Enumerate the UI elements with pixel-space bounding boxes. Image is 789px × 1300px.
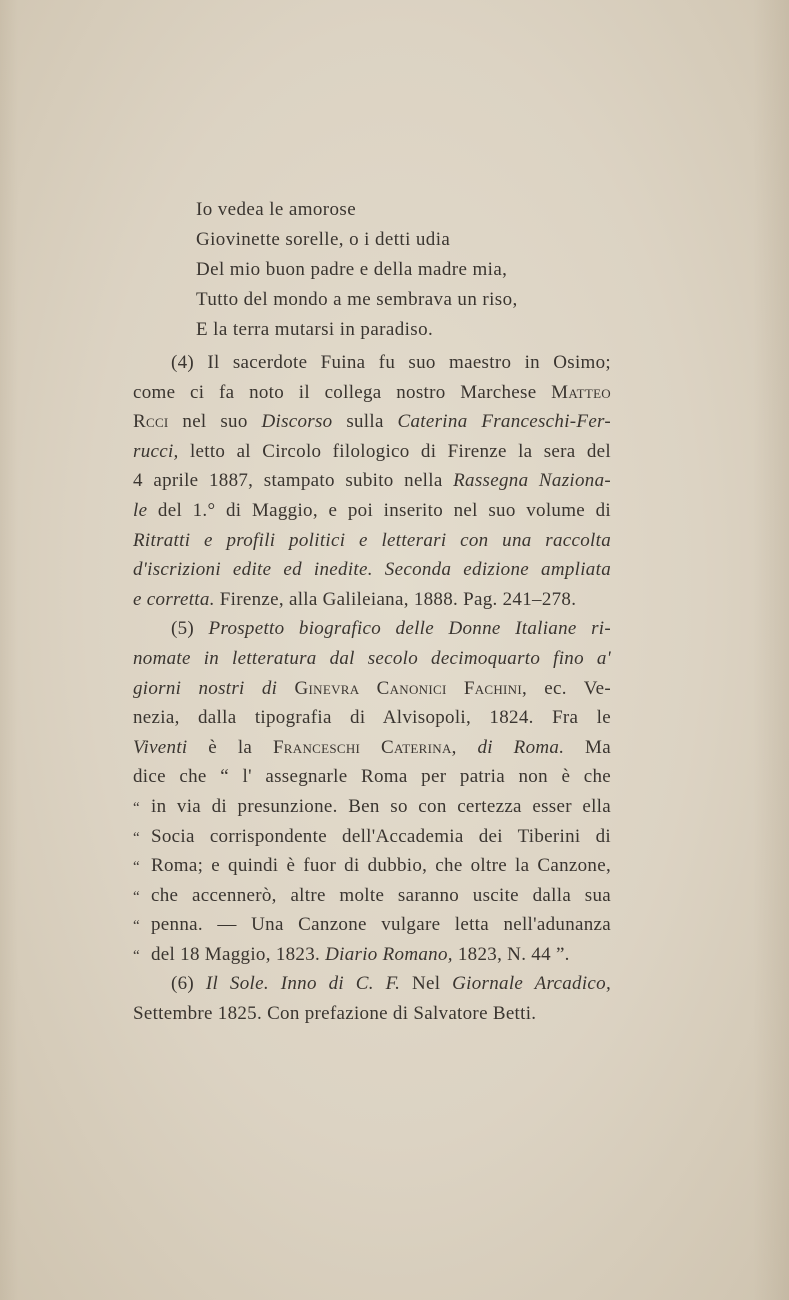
note-4-line — [133, 585, 611, 615]
text-run: penna. — Una Canzone vulgare letta nell'adunanza — [151, 914, 611, 936]
text-run: che accennerò, altre molte saranno uscite dalla sua — [151, 884, 611, 906]
note-4-line: d'iscrizioni edite ed inedite. Seconda edizione ampliata — [133, 559, 611, 581]
note-4-line — [133, 496, 611, 526]
work-title: e corretta. — [133, 588, 215, 610]
work-title: Il Sole. Inno di C. F. — [205, 973, 401, 995]
author-name: cci — [145, 411, 169, 433]
text-run: (4) Il sacerdote Fuina fu suo maestro in Osimo; — [171, 352, 611, 373]
note-5-line — [133, 881, 611, 911]
text-run: è la — [187, 736, 273, 758]
quote-mark: “ — [133, 859, 140, 876]
poem-line: Giovinette sorelle, o i detti udia — [196, 229, 451, 250]
note-5-line: nezia, dalla tipografia di Alvisopoli, 1824. Fra le — [133, 707, 611, 729]
note-4-line — [133, 437, 611, 467]
work-title: giorni nostri di — [133, 677, 278, 699]
text-run: Nel — [400, 973, 453, 995]
place-name: di Roma. — [477, 736, 565, 758]
note-4-line — [133, 348, 611, 378]
poem-line: Io vedea le amorose — [196, 199, 357, 220]
work-title: Viventi — [133, 736, 188, 758]
text-run: in via di presunzione. Ben so con certezza esser ella — [151, 795, 611, 817]
text-run: del 18 Maggio, 1823. — [151, 943, 326, 965]
note-5-line — [133, 674, 611, 704]
text-run: , ec. Ve- — [522, 677, 611, 699]
text-run: Ma — [564, 736, 611, 758]
text-run: come ci fa noto il collega nostro Marchese — [133, 381, 552, 403]
note-5-line — [133, 851, 611, 881]
quote-mark: “ — [133, 829, 140, 846]
work-title: Caterina Franceschi-Fer- — [397, 411, 611, 433]
text-run: del 1.° di Maggio, e poi inserito nel suo volume di — [147, 499, 611, 521]
text-run: 4 aprile 1887, stampato subito nella — [133, 470, 454, 492]
poem-line: Tutto del mondo a me sembrava un riso, — [196, 289, 518, 310]
text-run: Firenze, alla Galileiana, 1888. Pag. 241–278. — [214, 588, 577, 610]
note-5-line — [133, 614, 611, 644]
quote-mark: “ — [133, 799, 140, 816]
note-6-line — [133, 969, 611, 999]
quote-mark: “ — [133, 888, 140, 905]
text-run: R — [133, 411, 146, 433]
note-5-line — [133, 792, 611, 822]
text-run: , — [451, 736, 478, 758]
note-4-line — [133, 466, 611, 496]
note-4-line — [133, 407, 611, 437]
author-name: Matteo — [551, 381, 611, 403]
note-5-line — [133, 910, 611, 940]
work-title: Rassegna Naziona- — [453, 470, 611, 492]
note-4-line — [133, 378, 611, 408]
note-6-line: Settembre 1825. Con prefazione di Salvatore Betti. — [133, 1003, 537, 1025]
poem-line: E la terra mutarsi in paradiso. — [196, 319, 434, 340]
note-5-line — [133, 940, 611, 970]
quote-mark: “ — [133, 918, 140, 935]
work-title: Diario Romano, — [325, 943, 453, 965]
work-title: Giornale Arcadico, — [452, 973, 612, 995]
footnotes — [133, 348, 611, 1029]
note-5-line: nomate in letteratura dal secolo decimoquarto fino a' — [133, 647, 611, 669]
work-title: Prospetto biografico delle Donne Italiane ri- — [208, 618, 611, 640]
text-run: letto al Circolo filologico di Firenze la sera del — [178, 440, 611, 462]
note-5-line — [133, 822, 611, 852]
note-4-line: Ritratti e profili politici e letterari con una raccolta — [133, 529, 611, 551]
note-5-line — [133, 733, 611, 763]
poem-line: Del mio buon padre e della madre mia, — [196, 259, 508, 280]
text-run: Roma; e quindi è fuor di dubbio, che oltre la Canzone, — [151, 855, 611, 877]
work-title: Discorso — [261, 411, 333, 433]
work-title: rucci, — [133, 440, 179, 462]
text-run: Socia corrispondente dell'Accademia dei Tiberini di — [151, 825, 611, 847]
note-5-line: dice che “ l' assegnarle Roma per patria non è che — [133, 766, 611, 788]
text-run: nel suo — [168, 411, 262, 433]
author-name: Franceschi Caterina — [272, 736, 452, 758]
quote-mark: “ — [133, 947, 140, 964]
page-edge-shadow-right — [753, 0, 789, 1300]
author-name: Ginevra Canonici Fachini — [277, 677, 522, 699]
note-number: (6) — [171, 973, 206, 995]
page-edge-shadow-left — [0, 0, 18, 1300]
text-run: sulla — [332, 411, 398, 433]
note-number: (5) — [171, 618, 209, 640]
text-run: 1823, N. 44 ”. — [452, 943, 570, 965]
poem-stanza — [196, 195, 518, 345]
work-title: le — [133, 499, 148, 521]
